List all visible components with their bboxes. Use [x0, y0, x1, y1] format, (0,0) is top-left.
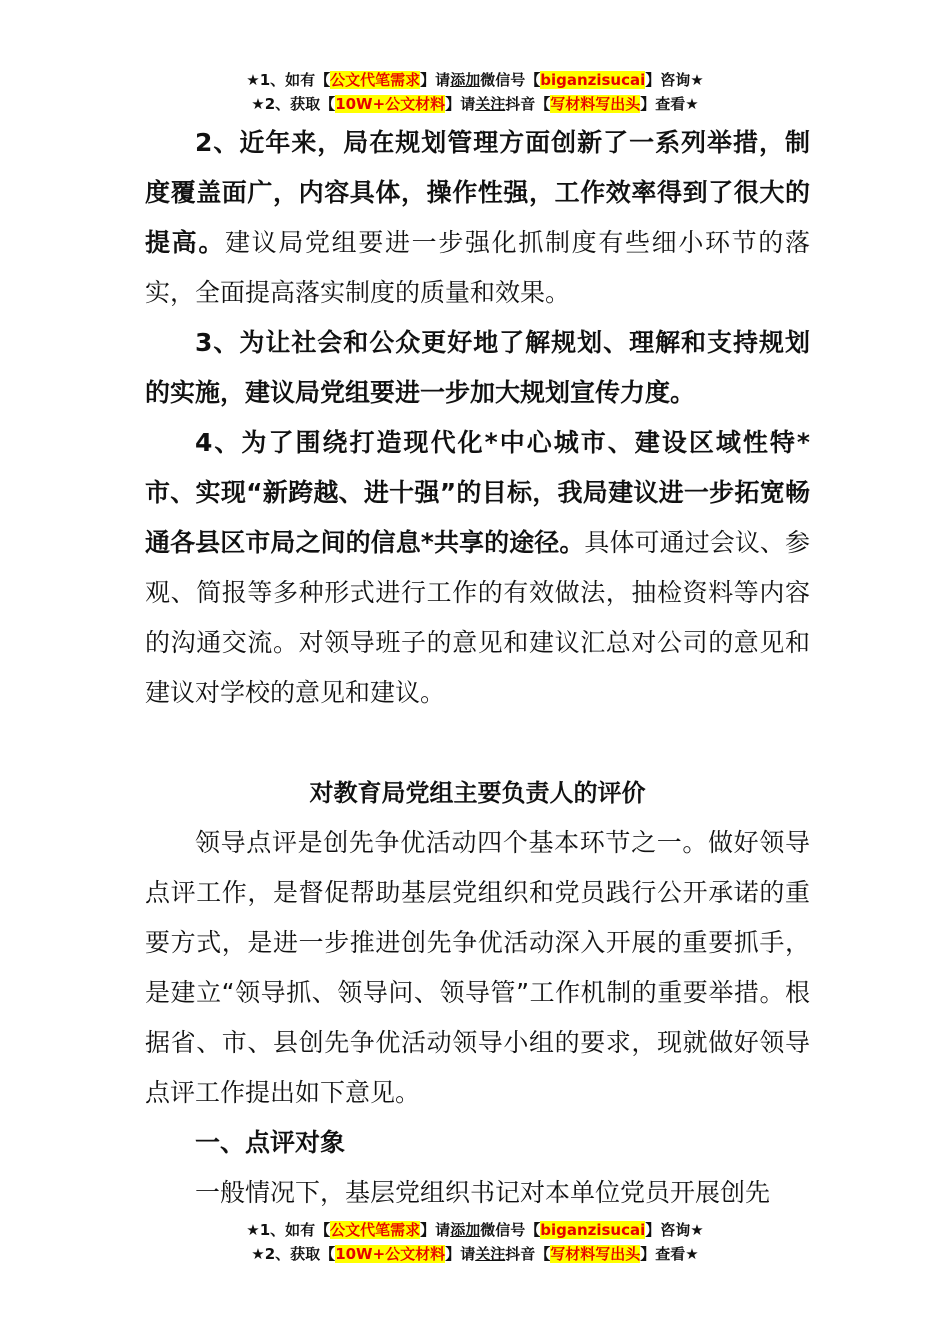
promo-highlight: 公文代笔需求 — [330, 1221, 421, 1239]
promo-banner-bottom — [0, 1218, 950, 1266]
promo-line-2 — [0, 92, 950, 116]
promo-text: 】请 — [445, 1245, 476, 1263]
promo-underline: 添加 — [450, 1221, 481, 1239]
promo-highlight: 写材料写出头 — [550, 95, 641, 113]
promo-text: 微信号【 — [480, 71, 541, 89]
promo-highlight: 写材料写出头 — [550, 1245, 641, 1263]
promo-text: 】请 — [420, 71, 451, 89]
promo-highlight: biganzisucai — [540, 1221, 646, 1239]
blank-line — [145, 718, 810, 768]
subheading-1: 一、点评对象 — [195, 1128, 346, 1157]
promo-highlight: 10W+公文材料 — [335, 1245, 446, 1263]
paragraph-bold-text: 2、近年来，局在规划管理方面创新了一系列举措，制度覆盖面广，内容具体，操作性强，工作效率得到了很大的提高。 — [145, 128, 810, 257]
promo-text: 】咨询★ — [645, 71, 704, 89]
promo-line-1 — [0, 1218, 950, 1242]
promo-text: ★2、获取【 — [251, 95, 336, 113]
promo-text: 】请 — [445, 95, 476, 113]
paragraph-3 — [145, 318, 810, 418]
document-body — [145, 118, 810, 1218]
promo-text: ★2、获取【 — [251, 1245, 336, 1263]
promo-text: ★1、如有【 — [246, 71, 331, 89]
promo-line-2 — [0, 1242, 950, 1266]
section-title: 对教育局党组主要负责人的评价 — [309, 779, 646, 807]
promo-underline: 关注 — [475, 95, 506, 113]
promo-text: 微信号【 — [480, 1221, 541, 1239]
promo-text: 】咨询★ — [645, 1221, 704, 1239]
paragraph-5: 领导点评是创先争优活动四个基本环节之一。做好领导点评工作，是督促帮助基层党组织和党员践行公开承诺的重要方式，是进一步推进创先争优活动深入开展的重要抓手，是建立“领导抓、领导问、领导管”工作机制的重要举措。根据省、市、县创先争优活动领导小组的要求，现就做好领导点评工作提出如下意见。 — [145, 828, 810, 1107]
promo-highlight: 10W+公文材料 — [335, 95, 446, 113]
paragraph-text: 建议局党组要进一步强化抓制度有些细小环节的落实，全面提高落实制度的质量和效果。 — [145, 228, 810, 307]
promo-text: 】查看★ — [640, 1245, 699, 1263]
paragraph-text: 具体可通过会议、参观、简报等多种形式进行工作的有效做法，抽检资料等内容的沟通交流。对领导班子的意见和建议汇总对公司的意见和建议对学校的意见和建议。 — [145, 528, 810, 707]
promo-highlight: 公文代笔需求 — [330, 71, 421, 89]
promo-highlight: biganzisucai — [540, 71, 646, 89]
promo-text: ★1、如有【 — [246, 1221, 331, 1239]
paragraph-bold-text: 3、为让社会和公众更好地了解规划、理解和支持规划的实施，建议局党组要进一步加大规划宣传力度。 — [145, 328, 810, 407]
paragraph-4 — [145, 418, 810, 718]
promo-underline: 关注 — [475, 1245, 506, 1263]
promo-text: 】请 — [420, 1221, 451, 1239]
promo-text: 】查看★ — [640, 95, 699, 113]
paragraph-2 — [145, 118, 810, 318]
promo-line-1 — [0, 68, 950, 92]
promo-text: 抖音【 — [505, 95, 551, 113]
promo-text: 抖音【 — [505, 1245, 551, 1263]
paragraph-6: 一般情况下，基层党组织书记对本单位党员开展创先 — [195, 1178, 771, 1207]
paragraph-bold-text: 4、为了围绕打造现代化*中心城市、建设区域性特*市、实现“新跨越、进十强”的目标，我局建议进一步拓宽畅通各县区市局之间的信息*共享的途径。 — [145, 428, 810, 557]
promo-underline: 添加 — [450, 71, 481, 89]
promo-banner-top — [0, 68, 950, 116]
